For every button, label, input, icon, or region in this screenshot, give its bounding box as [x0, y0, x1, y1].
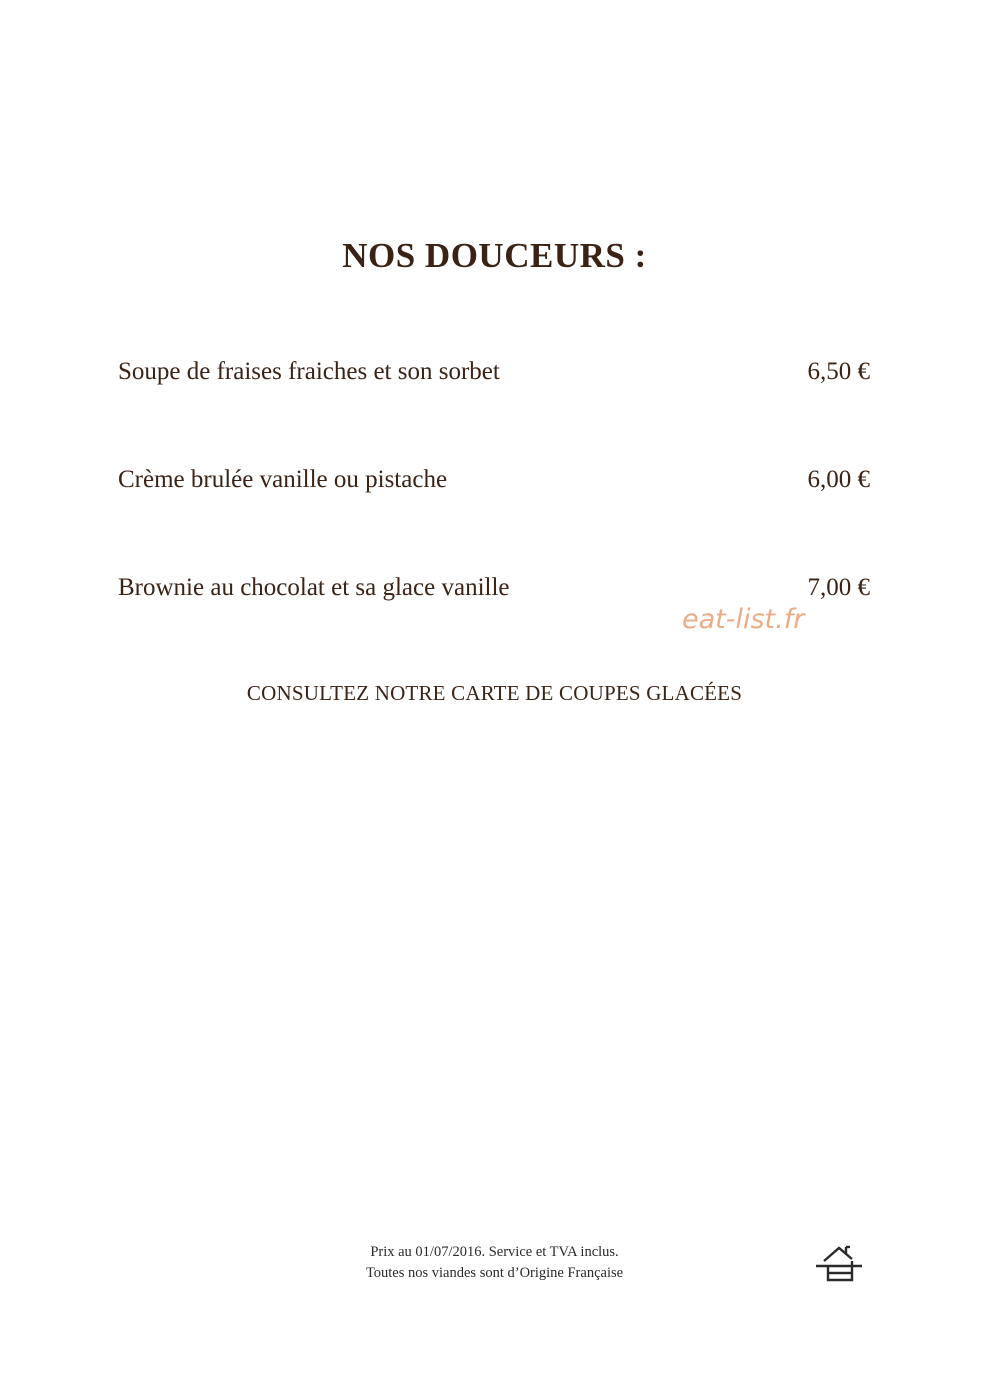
watermark: eat-list.fr [682, 604, 805, 635]
menu-item-name: Crème brulée vanille ou pistache [118, 466, 448, 493]
menu-item-price: 6,00 € [807, 466, 870, 493]
menu-item-price: 6,50 € [807, 358, 870, 385]
menu-item [118, 466, 870, 500]
page-title: NOS DOUCEURS : [342, 236, 647, 275]
menu-item-name: Soupe de fraises fraiches et son sorbet [118, 358, 500, 385]
house-logo-icon [814, 1243, 864, 1283]
menu-item [118, 358, 870, 392]
footer-line-prices: Prix au 01/07/2016. Service et TVA inclus. [370, 1244, 619, 1260]
menu-item-price: 7,00 € [807, 574, 870, 601]
ice-cream-menu-notice: CONSULTEZ NOTRE CARTE DE COUPES GLACÉES [246, 681, 743, 705]
footer-line-meat-origin: Toutes nos viandes sont d’Origine Française [365, 1265, 624, 1281]
menu-item [118, 574, 870, 608]
menu-item-name: Brownie au chocolat et sa glace vanille [118, 574, 510, 601]
